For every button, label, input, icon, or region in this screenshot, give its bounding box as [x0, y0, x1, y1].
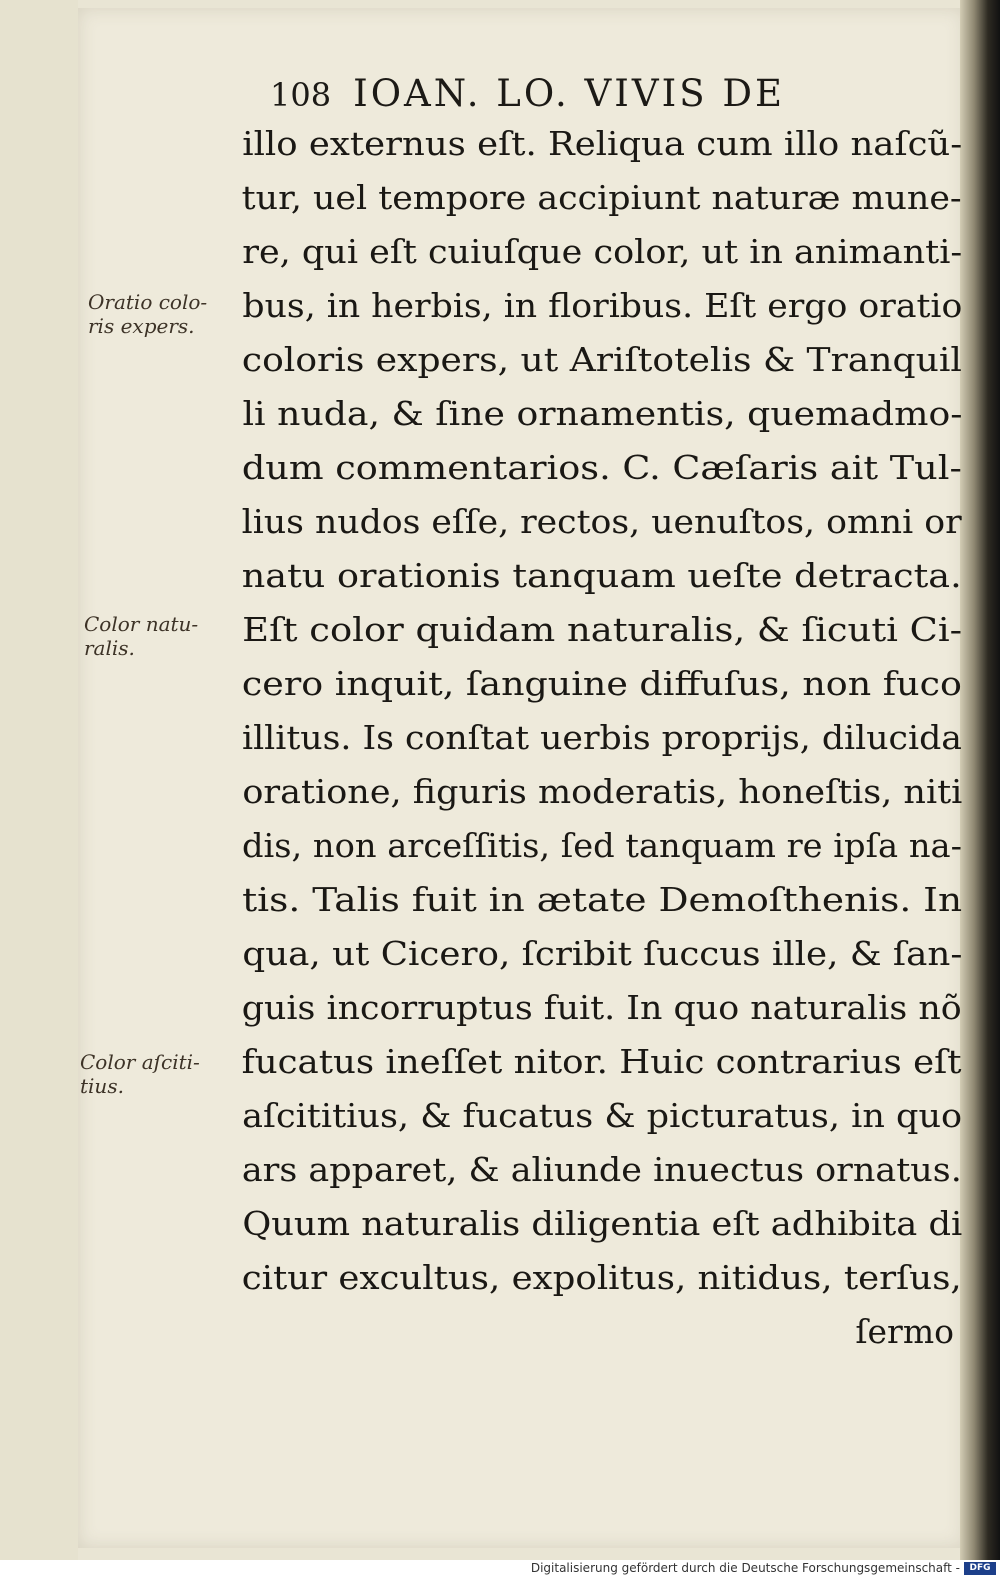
marginal-note: Color natu- ralis. — [84, 612, 199, 660]
funding-notice: Digitalisierung gefördert durch die Deutsche Forschungsgemeinschaft - — [530, 1561, 960, 1575]
text-line: ars apparet, & aliunde inuectus ornatus. — [242, 1150, 962, 1189]
dfg-logo: DFG — [964, 1562, 996, 1575]
footer-bar — [0, 1560, 1000, 1578]
text-line: coloris expers, ut Ariſtotelis & Tranquil — [242, 340, 962, 379]
text-line: bus, in herbis, in floribus. Eſt ergo oratio — [242, 286, 962, 325]
page-header — [270, 72, 785, 115]
text-line: oratione, figuris moderatis, honeſtis, niti — [242, 772, 962, 811]
text-line: illitus. Is conſtat uerbis proprijs, dilucida — [242, 718, 962, 757]
catchword: ſermo — [855, 1312, 954, 1351]
text-line: citur excultus, expolitus, nitidus, terſus, — [242, 1258, 962, 1297]
text-line: Quum naturalis diligentia eſt adhibita di — [242, 1204, 962, 1243]
running-title: IOAN. LO. VIVIS DE — [353, 72, 785, 115]
text-line: re, qui eſt cuiuſque color, ut in animanti- — [242, 232, 962, 271]
text-line: dis, non arceſſitis, ſed tanquam re ipſa na- — [242, 826, 962, 865]
text-line: li nuda, & ſine ornamentis, quemadmo- — [241, 394, 962, 433]
text-line: natu orationis tanquam ueſte detracta. — [242, 556, 962, 595]
text-line: dum commentarios. C. Cæſaris ait Tul- — [242, 448, 962, 487]
text-line: tur, uel tempore accipiunt naturæ mune- — [241, 178, 962, 217]
text-line: guis incorruptus fuit. In quo naturalis nõ — [242, 988, 962, 1027]
text-line: qua, ut Cicero, ſcribit ſuccus ille, & ſan- — [242, 934, 962, 973]
page-number: 108 — [270, 76, 332, 114]
text-line: tis. Talis fuit in ætate Demoſthenis. In — [242, 880, 962, 919]
text-line: illo externus eſt. Reliqua cum illo naſcũ- — [242, 124, 962, 163]
text-line: Eſt color quidam naturalis, & ſicuti Ci- — [242, 610, 962, 649]
text-line: cero inquit, ſanguine diffuſus, non fuco — [242, 664, 962, 703]
text-line: fucatus ineſſet nitor. Huic contrarius eſt — [242, 1042, 962, 1081]
text-line: aſcititius, & fucatus & picturatus, in quo — [242, 1096, 962, 1135]
marginal-note: Color aſciti- tius. — [80, 1050, 200, 1098]
marginal-note: Oratio colo- ris expers. — [88, 290, 208, 338]
book-spine — [960, 0, 1000, 1560]
text-line: lius nudos eſſe, rectos, uenuſtos, omni or — [242, 502, 962, 541]
